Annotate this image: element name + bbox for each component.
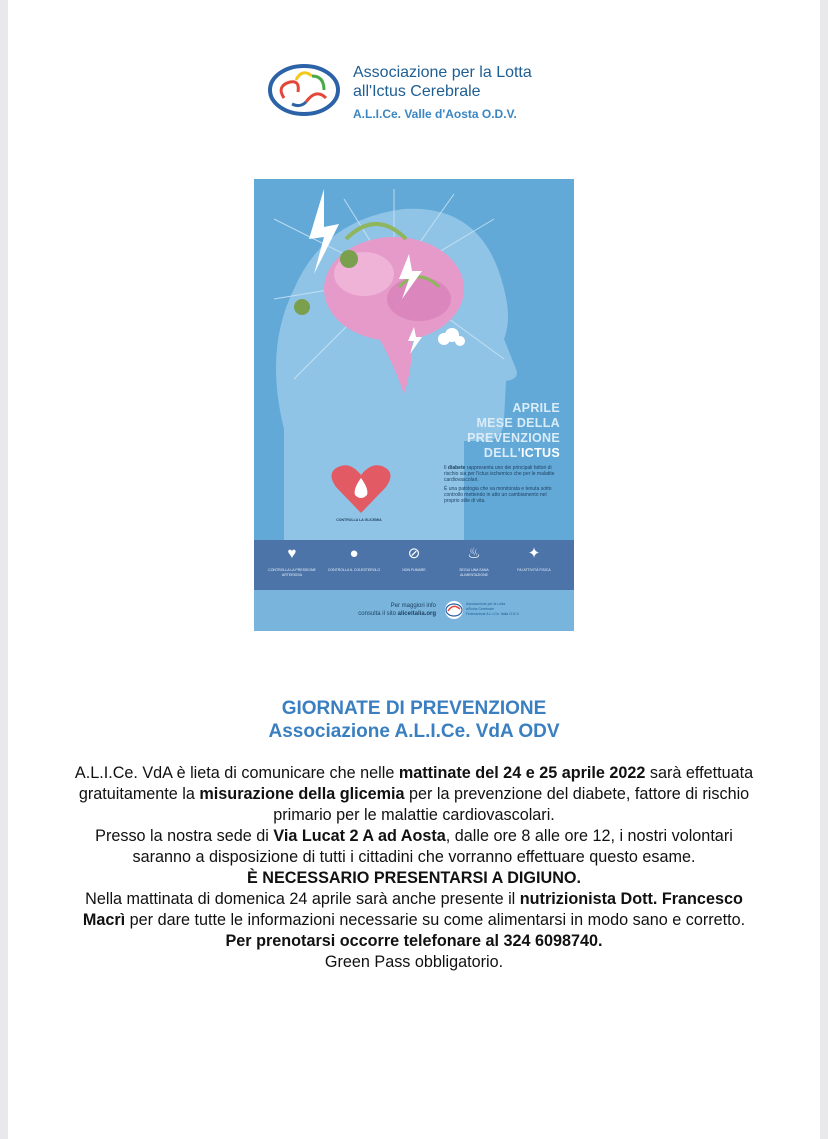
p4-text: per dare tutte le informazioni necessarie su come alimentarsi in modo sano e corretto. xyxy=(125,911,746,929)
poster-p1-bold: diabete xyxy=(447,465,466,471)
heading-prevention-days: GIORNATE DI PREVENZIONE xyxy=(281,698,547,719)
paragraph-green-pass: Green Pass obbligatorio. xyxy=(324,953,504,971)
poster-p2: È una patologia che va monitorata e tenuta sotto controllo mettendo in atto un cambiamento nel proprio stile di vita. xyxy=(444,486,552,504)
p1-glycemia: misurazione della glicemia xyxy=(199,785,405,803)
prevention-icon-bar xyxy=(254,540,574,590)
bar-item-pressure xyxy=(264,544,320,577)
p1-text: sarà effettuata gratuitamente la xyxy=(78,764,754,803)
bar-item-label: SEGUI UNA SANA ALIMENTAZIONE xyxy=(459,568,489,577)
logo-line-3: A.L.I.Ce. Valle d'Aosta O.D.V. xyxy=(353,107,517,121)
ictus-poster xyxy=(254,179,574,631)
paragraph-booking xyxy=(68,931,760,952)
paragraph-fasting xyxy=(68,868,760,889)
p1-text: A.L.I.Ce. VdA è lieta di comunicare che nelle xyxy=(74,764,399,782)
bar-item-label: FAI ATTIVITÀ FISICA xyxy=(517,568,551,572)
poster-title-line: PREVENZIONE xyxy=(467,431,560,445)
p1-text: per la prevenzione del diabete, fattore di rischio primario per le malattie cardiovascolari. xyxy=(273,785,750,824)
heading-association: Associazione A.L.I.Ce. VdA ODV xyxy=(268,721,560,742)
bar-item-label: CONTROLLA IL COLESTEROLO xyxy=(327,568,381,572)
bar-item-cholesterol xyxy=(326,544,382,573)
poster-title-line: MESE DELLA xyxy=(476,416,560,430)
poster-title xyxy=(467,401,560,461)
paragraph-intro xyxy=(68,763,760,826)
p4-text: Nella mattinata di domenica 24 aprile sarà anche presente il xyxy=(85,890,520,908)
p2-text: , dalle ore 8 alle ore 12, i nostri volontari saranno a disposizione di tutti i cittadini che vorranno effettuare questo esame. xyxy=(132,827,733,866)
poster-title-prefix: DELL' xyxy=(483,446,521,460)
document-page xyxy=(8,0,820,1139)
brain-logo-icon xyxy=(266,58,346,120)
p2-address: Via Lucat 2 A ad Aosta xyxy=(273,827,446,845)
running-icon: ✦ xyxy=(527,545,541,562)
p4-nutritionist: nutrizionista Dott. Francesco Macrì xyxy=(82,890,743,929)
logo-line-1: Associazione per la Lotta xyxy=(353,64,532,81)
bar-item-label: NON FUMARE xyxy=(402,568,426,572)
booking-phone: Per prenotarsi occorre telefonare al 324 6098740. xyxy=(225,932,603,950)
poster-title-line: APRILE xyxy=(512,401,560,415)
footer-logo-line-3: Federazione A.L.I.Ce. Italia O.D.V. xyxy=(466,612,520,616)
poster-title-emphasis: ICTUS xyxy=(521,446,560,460)
footer-info-line-1: Per maggiori info xyxy=(390,603,436,609)
bar-item-exercise xyxy=(506,544,562,573)
poster-footer-info xyxy=(334,602,436,618)
announcement-body xyxy=(68,763,760,973)
no-smoking-icon: ⊘ xyxy=(407,545,421,562)
poster-footer-logo xyxy=(444,600,564,620)
p1-dates: mattinate del 24 e 25 aprile 2022 xyxy=(398,764,646,782)
bar-item-no-smoking xyxy=(386,544,442,573)
poster-p1-post: rappresenta uno dei principali fattori di rischio sia per l'ictus ischemico che per le malattie cardiovascolari. xyxy=(444,465,555,483)
footer-logo-line-1: Associazione per la Lotta xyxy=(466,602,506,606)
paragraph-nutritionist xyxy=(68,889,760,931)
fasting-notice: È NECESSARIO PRESENTARSI A DIGIUNO. xyxy=(247,869,581,887)
poster-paragraphs xyxy=(444,465,562,504)
heart-caption: CONTROLLA LA GLICEMIA xyxy=(336,518,382,522)
poster-p1-pre: Il xyxy=(444,465,447,471)
paragraph-location xyxy=(68,826,760,868)
footer-site-link: aliceitalia.org xyxy=(397,611,436,617)
p2-text: Presso la nostra sede di xyxy=(95,827,274,845)
bar-item-food xyxy=(446,544,502,577)
heart-pressure-icon: ♥ xyxy=(287,545,297,562)
alice-logo xyxy=(266,58,586,128)
logo-line-2: all'Ictus Cerebrale xyxy=(353,83,481,100)
bar-item-label: CONTROLLA LA PRESSIONE ARTERIOSA xyxy=(268,568,316,577)
footer-logo-line-2: all'Ictus Cerebrale xyxy=(466,607,494,611)
food-icon: ♨ xyxy=(467,545,481,562)
drop-icon: ● xyxy=(349,545,359,562)
footer-info-line-2: consulta il sito xyxy=(358,611,396,617)
